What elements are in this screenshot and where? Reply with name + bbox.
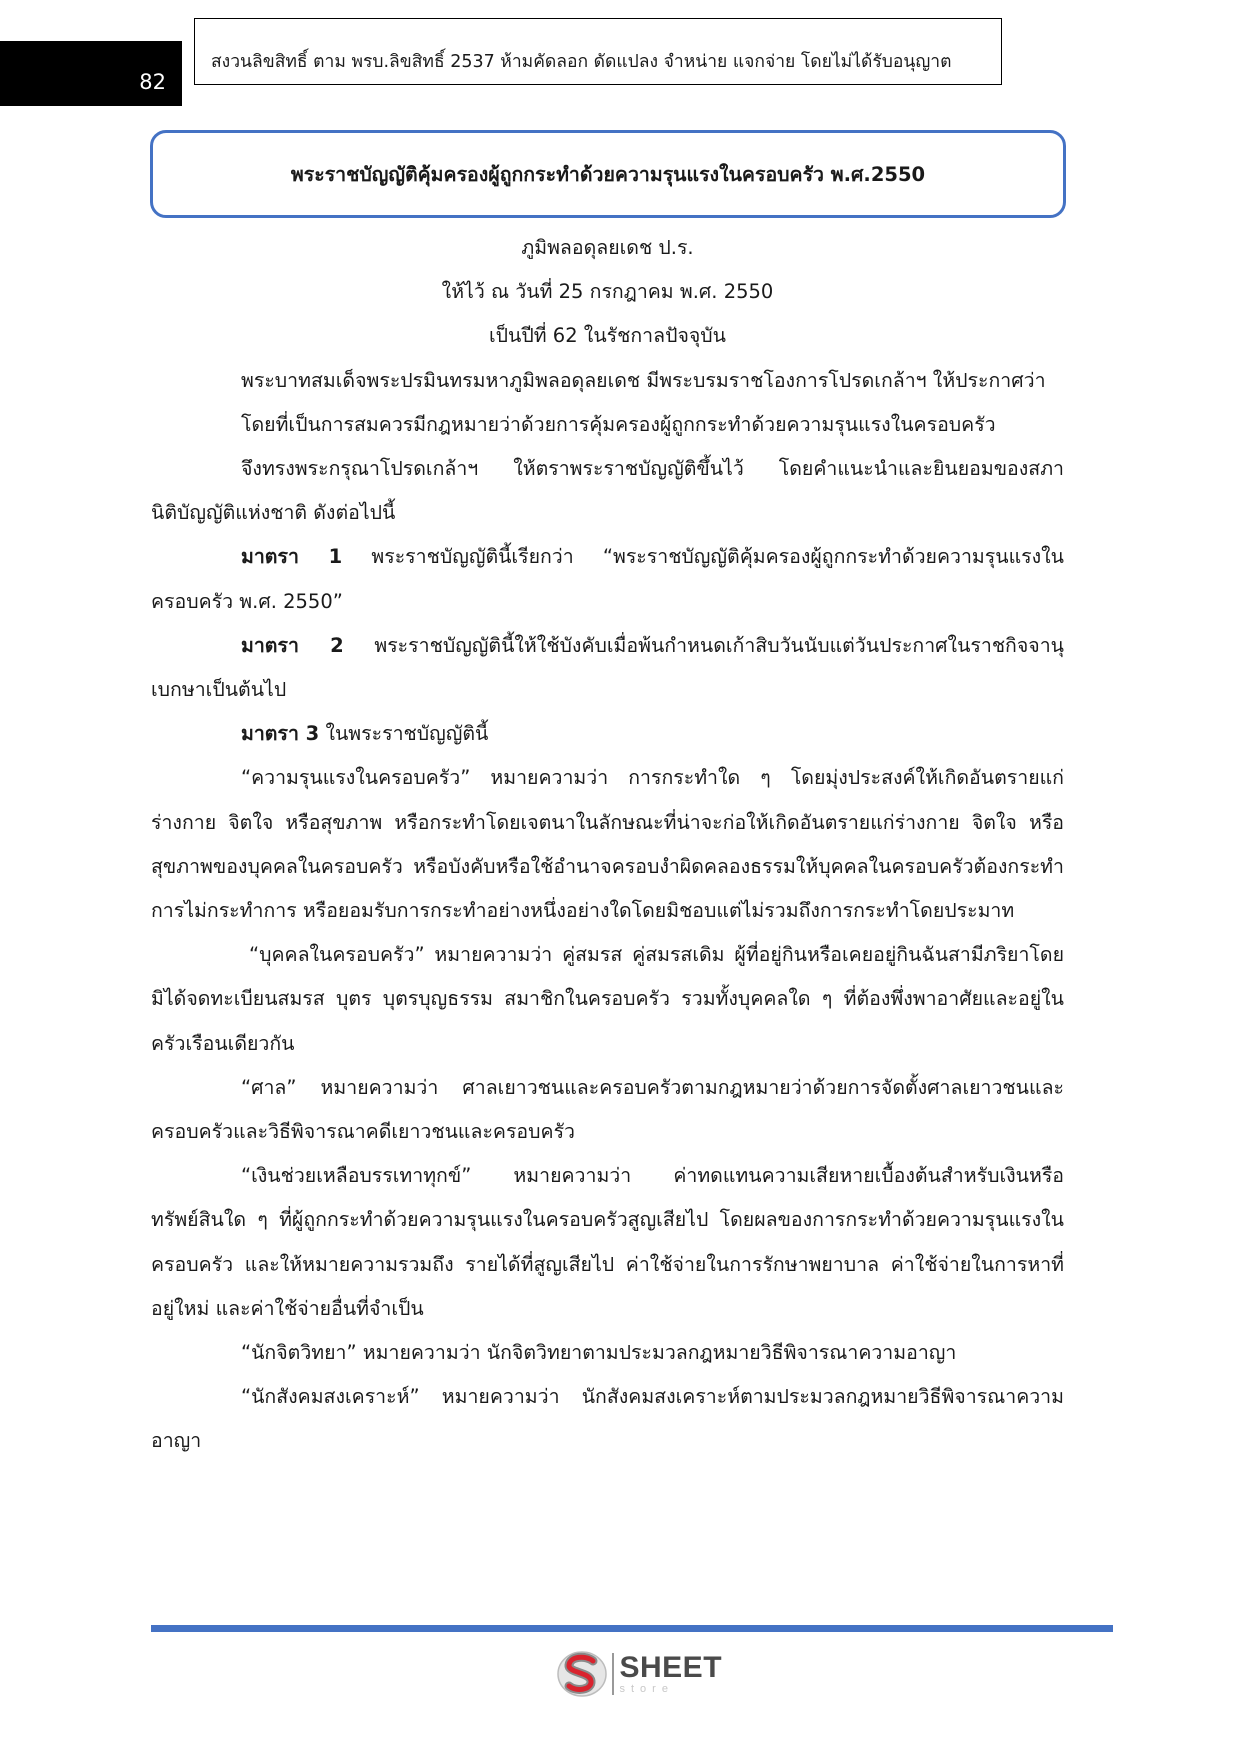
section-text: พระราชบัญญัตินี้เรียกว่า “พระราชบัญญัติคุ้มครองผู้ถูกกระทำด้วยความรุนแรงในครอบครัว พ.ศ. 2550” (151, 545, 1064, 613)
section-label: มาตรา 1 (241, 545, 343, 569)
proclamation: พระบาทสมเด็จพระปรมินทรมหาภูมิพลอดุลยเดช มีพระบรมราชโองการโปรดเกล้าฯ ให้ประกาศว่า (241, 368, 1046, 392)
sheet-store-logo (556, 1646, 726, 1702)
reign-year: เป็นปีที่ 62 ในรัชกาลปัจจุบัน (488, 324, 727, 348)
section-text: ในพระราชบัญญัตินี้ (319, 722, 489, 746)
page-number: 82 (0, 41, 182, 106)
section-text: พระราชบัญญัตินี้ให้ใช้บังคับเมื่อพ้นกำหนดเก้าสิบวันนับแต่วันประกาศในราชกิจจานุเบกษาเป็นต้นไป (151, 633, 1064, 702)
reason: โดยที่เป็นการสมควรมีกฎหมายว่าด้วยการคุ้มครองผู้ถูกกระทำด้วยความรุนแรงในครอบครัว (241, 412, 996, 436)
footer-divider (151, 1625, 1113, 1632)
document-body (151, 226, 1064, 1464)
logo-word: SHEET (619, 1651, 723, 1684)
section-label: มาตรา 2 (241, 633, 344, 657)
king-signature: ภูมิพลอดุลยเดช ป.ร. (521, 236, 694, 259)
definition-social-worker: “นักสังคมสงเคราะห์” หมายความว่า นักสังคมสงเคราะห์ตามประมวลกฎหมายวิธีพิจารณาความอาญา (151, 1385, 1064, 1453)
section-2 (151, 624, 1064, 712)
section-label: มาตรา 3 (241, 722, 320, 746)
definition-domestic-violence: “ความรุนแรงในครอบครัว” หมายความว่า การกระทำใด ๆ โดยมุ่งประสงค์ให้เกิดอันตรายแก่ร่างกาย จิตใจ หรือสุขภาพ หรือกระทำโดยเจตนาในลักษณะที่น่าจะก่อให้เกิดอันตรายแก่ร่างกาย จิตใจ หรือสุขภาพของบุคคลในครอบครัว หรือบังคับหรือใช้อำนาจครอบงำผิดคลองธรรมให้บุคคลในครอบครัวต้องกระทำการไม่กระทำการ หรือยอมรับการกระทำอย่างหนึ่งอย่างใดโดยมิชอบแต่ไม่รวมถึงการกระทำโดยประมาท (151, 766, 1064, 923)
copyright-notice: สงวนลิขสิทธิ์ ตาม พรบ.ลิขสิทธิ์ 2537 ห้ามคัดลอก ดัดแปลง จำหน่าย แจกจ่าย โดยไม่ได้รับอนุญาต (194, 18, 1002, 85)
definition-psychologist: “นักจิตวิทยา” หมายความว่า นักจิตวิทยาตามประมวลกฎหมายวิธีพิจารณาความอาญา (241, 1341, 957, 1365)
definition-relief-fund: “เงินช่วยเหลือบรรเทาทุกข์” หมายความว่า ค่าทดแทนความเสียหายเบื้องต้นสำหรับเงินหรือทรัพย์สินใด ๆ ที่ผู้ถูกกระทำด้วยความรุนแรงในครอบครัวสูญเสียไป โดยผลของการกระทำด้วยความรุนแรงในครอบครัว และให้หมายความรวมถึง รายได้ที่สูญเสียไป ค่าใช้จ่ายในการรักษาพยาบาล ค่าใช้จ่ายในการหาที่อยู่ใหม่ และค่าใช้จ่ายอื่นที่จำเป็น (151, 1164, 1064, 1320)
enactment: จึงทรงพระกรุณาโปรดเกล้าฯ ให้ตราพระราชบัญญัติขึ้นไว้ โดยคำแนะนำและยินยอมของสภานิติบัญญัติแห่งชาติ ดังต่อไปนี้ (151, 457, 1064, 525)
given-date: ให้ไว้ ณ วันที่ 25 กรกฎาคม พ.ศ. 2550 (441, 280, 774, 304)
sheet-store-s-logo-icon (556, 1649, 608, 1699)
section-3 (151, 712, 1064, 756)
document-title: พระราชบัญญัติคุ้มครองผู้ถูกกระทำด้วยความรุนแรงในครอบครัว พ.ศ.2550 (150, 130, 1066, 218)
logo-sub: store (619, 1683, 674, 1695)
definition-court: “ศาล” หมายความว่า ศาลเยาวชนและครอบครัวตามกฎหมายว่าด้วยการจัดตั้งศาลเยาวชนและครอบครัวและวิธีพิจารณาคดีเยาวชนและครอบครัว (151, 1075, 1064, 1144)
logo-divider (612, 1653, 614, 1695)
section-1 (151, 535, 1064, 623)
definition-family-member: “บุคคลในครอบครัว” หมายความว่า คู่สมรส คู่สมรสเดิม ผู้ที่อยู่กินหรือเคยอยู่กินฉันสามีภริยาโดยมิได้จดทะเบียนสมรส บุตร บุตรบุญธรรม สมาชิกในครอบครัว รวมทั้งบุคคลใด ๆ ที่ต้องพึ่งพาอาศัยและอยู่ในครัวเรือนเดียวกัน (151, 943, 1064, 1055)
logo-text (620, 1653, 723, 1695)
